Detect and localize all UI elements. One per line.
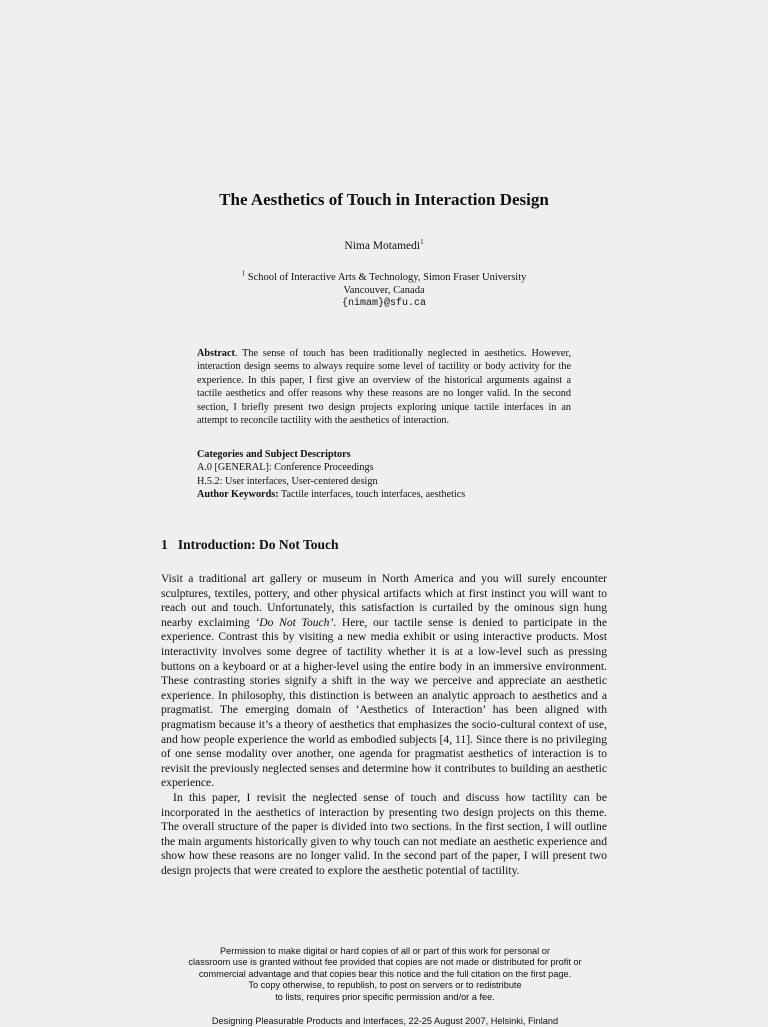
category-line: H.5.2: User interfaces, User-centered design — [197, 475, 378, 487]
keywords-text: Tactile interfaces, touch interfaces, aesthetics — [278, 489, 466, 501]
affiliation-institution: School of Interactive Arts & Technology, Simon Fraser University — [247, 272, 527, 283]
categories-heading: Categories and Subject Descriptors — [197, 449, 351, 460]
paragraph-text: Visit a traditional art gallery or museum in North America and you will surely encounter sculptures, textiles, pottery, and other physical artifacts which at first instinct you will want to reach out and touch. Unfortunately, this satisfaction is curtailed by the ominous sign hung nearby exclaiming — [161, 572, 607, 629]
author-email: {nimam}@sfu.ca — [341, 298, 426, 309]
permission-notice — [140, 946, 630, 1003]
section-heading: 1 Introduction: Do Not Touch — [161, 537, 339, 552]
affiliation-superscript: 1 — [241, 269, 246, 278]
paragraph — [161, 572, 607, 791]
conference-footer: Designing Pleasurable Products and Interfaces, 22-25 August 2007, Helsinki, Finland — [211, 1016, 559, 1026]
paragraph: In this paper, I revisit the neglected sense of touch and discuss how tactility can be incorporated in the aesthetics of interaction by presenting two design projects on this theme. The overall structure of the paper is divided into two sections. In the first section, I will outline the main arguments historically given to why touch can not mediate an aesthetic experience and show how these reasons are no longer valid. In the second part of the paper, I will present two design projects that were created to explore the aesthetic potential of tactility. — [161, 790, 607, 877]
abstract-text: . The sense of touch has been traditionally neglected in aesthetics. However, interaction design seems to always require some level of tactility or body activity for the experience. In this paper, I first give an overview of the historical arguments against a tactile aesthetics and offer reasons why these reasons are no longer valid. In the second section, I briefly present two design projects exploring unique tactile interfaces in an attempt to reconcile tactility with the aesthetics of interaction. — [197, 348, 571, 427]
permission-line: to lists, requires prior specific permission and/or a fee. — [275, 991, 495, 1002]
affiliation-block — [0, 271, 768, 310]
affiliation-line — [0, 271, 768, 284]
permission-line: classroom use is granted without fee provided that copies are not made or distributed for profit or — [188, 957, 582, 968]
abstract — [197, 347, 571, 427]
abstract-label: Abstract — [197, 348, 235, 359]
paragraph-text: . Here, our tactile sense is denied to participate in the experience. Contrast this by visiting a new media exhibit or using interactive products. Most interactivity involves some degree of tactility whether it is at a low-level such as pressing buttons on a keyboard or at a higher-level using the entire body in an immersive environment. These contrasting stories signify a shift in the way we perceive and appreciate an aesthetic experience. In philosophy, this distinction is between an analytic approach to aesthetics and a pragmatist. The emerging domain of ‘Aesthetics of Interaction’ has been aligned with pragmatism because it’s a theory of aesthetics that emphasizes the socio-cultural context of use, and how people experience the world as embodied subjects [4, 11]. Since there is no privileging of one sense modality over another, one agenda for pragmatist aesthetics of interaction is to revisit the previously neglected senses and determine how it contributes to building an aesthetic experience. — [161, 615, 607, 790]
paper-title: The Aesthetics of Touch in Interaction Design — [219, 190, 549, 209]
section-body — [161, 572, 607, 878]
author-keywords — [197, 488, 571, 501]
paragraph-emphasis: ‘Do Not Touch’ — [255, 615, 334, 629]
permission-line: Permission to make digital or hard copies of all or part of this work for personal or — [220, 946, 550, 956]
category-line: A.0 [GENERAL]: Conference Proceedings — [197, 462, 374, 474]
permission-line: To copy otherwise, to republish, to post on servers or to redistribute — [248, 980, 522, 991]
author-name — [0, 240, 768, 252]
affiliation-location: Vancouver, Canada — [343, 285, 425, 296]
author-superscript: 1 — [420, 238, 424, 247]
permission-line: commercial advantage and that copies bear this notice and the full citation on the first page. — [198, 968, 572, 979]
categories-block — [197, 448, 571, 502]
author-text: Nima Motamedi — [344, 240, 421, 252]
keywords-label: Author Keywords: — [197, 489, 279, 501]
